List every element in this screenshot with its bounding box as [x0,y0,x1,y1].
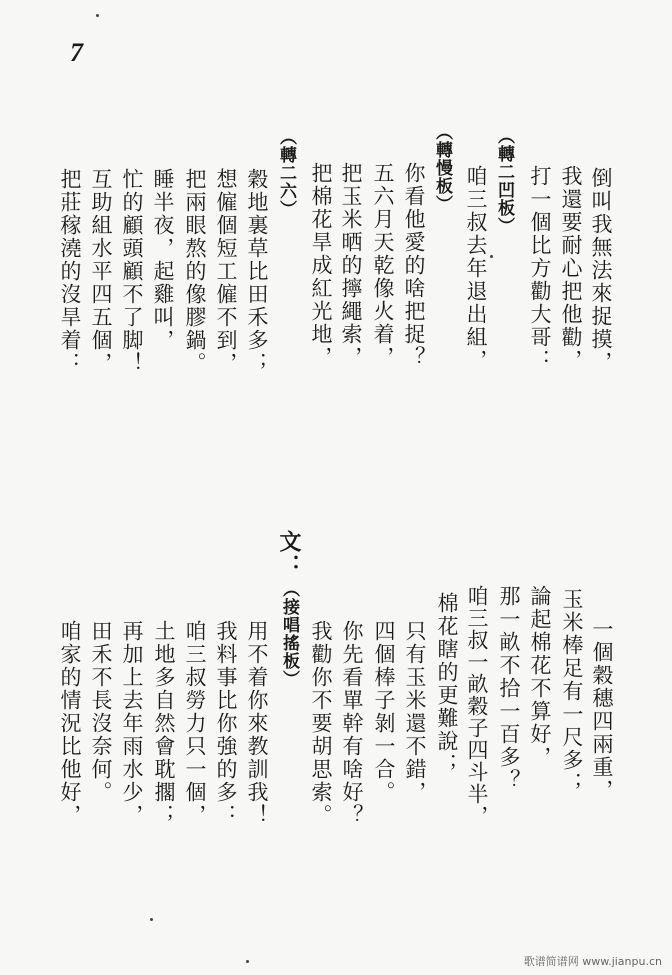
scan-speck [490,255,493,258]
lyric-line: 用不着你來教訓我！ [245,620,269,827]
lyric-line: 玉米棒足有一尺多； [560,588,584,795]
lyric-line: 把兩眼熬的像膠鍋。 [183,168,207,375]
page-number: 7 [70,38,83,67]
lyric-line: 論起棉花不算好， [528,585,552,769]
lyric-line: 五六月天乾像火着， [371,162,395,369]
scan-speck [246,960,249,963]
tempo-marking: （接唱搖板） [279,580,299,688]
lyric-line: 土地多自然會耽擱； [152,620,176,827]
speaker-label: 文： [276,530,302,578]
lyric-line: 打一個比方勸大哥： [528,165,552,372]
lyric-line: 睡半夜，起雞叫， [151,168,175,352]
lyric-line: 把玉米晒的擰繩索， [339,162,363,369]
tempo-marking: （轉二凹板） [494,127,514,235]
lyric-line: 再加上去年雨水少， [120,620,144,827]
tempo-marking: （轉二六） [276,128,296,218]
lyric-line: 把莊稼澆的沒旱着： [58,168,82,375]
lyric-line: 穀地裏草比田禾多； [245,168,269,375]
lyric-line: 田禾不長沒奈何。 [89,620,113,804]
lyric-line: 那一畝不拾一百多？ [497,585,521,792]
tempo-marking: （轉慢板） [432,123,452,213]
lyric-line: 想僱個短工僱不到， [214,168,238,375]
lyric-line: 你看他愛的啥把捉？ [402,162,426,369]
lyric-line: 我勸你不要胡思索。 [309,620,333,827]
lyric-line: 忙的顧頭顧不了脚！ [120,168,144,375]
watermark: 歌谱简谱网 www.jianpu.cn [523,955,662,968]
lyric-line: 你先看單幹有啥好？ [340,620,364,827]
lyric-line: 棉花瞎的更難說； [435,592,459,776]
lyric-line: 倒叫我無法來捉摸， [589,167,613,374]
lyric-line: 一個穀穗四兩重， [590,618,614,802]
scan-speck [96,14,99,17]
scan-speck [150,918,153,921]
lyric-line: 把棉花旱成紅光地， [309,162,333,369]
lyric-line: 咱三叔去年退出組， [464,165,488,372]
lyric-line: 咱家的情況比他好， [58,620,82,827]
lyric-line: 咱三叔一畝穀子四斗半， [465,585,489,827]
lyric-line: 我料事比你強的多： [214,620,238,827]
lyric-line: 我還要耐心把他勸， [559,165,583,372]
lyric-line: 互助組水平四五個， [89,168,113,375]
lyric-line: 咱三叔勞力只一個， [183,620,207,827]
lyric-line: 只有玉米還不錯， [403,620,427,804]
lyric-line: 四個棒子剝一合。 [372,620,396,804]
